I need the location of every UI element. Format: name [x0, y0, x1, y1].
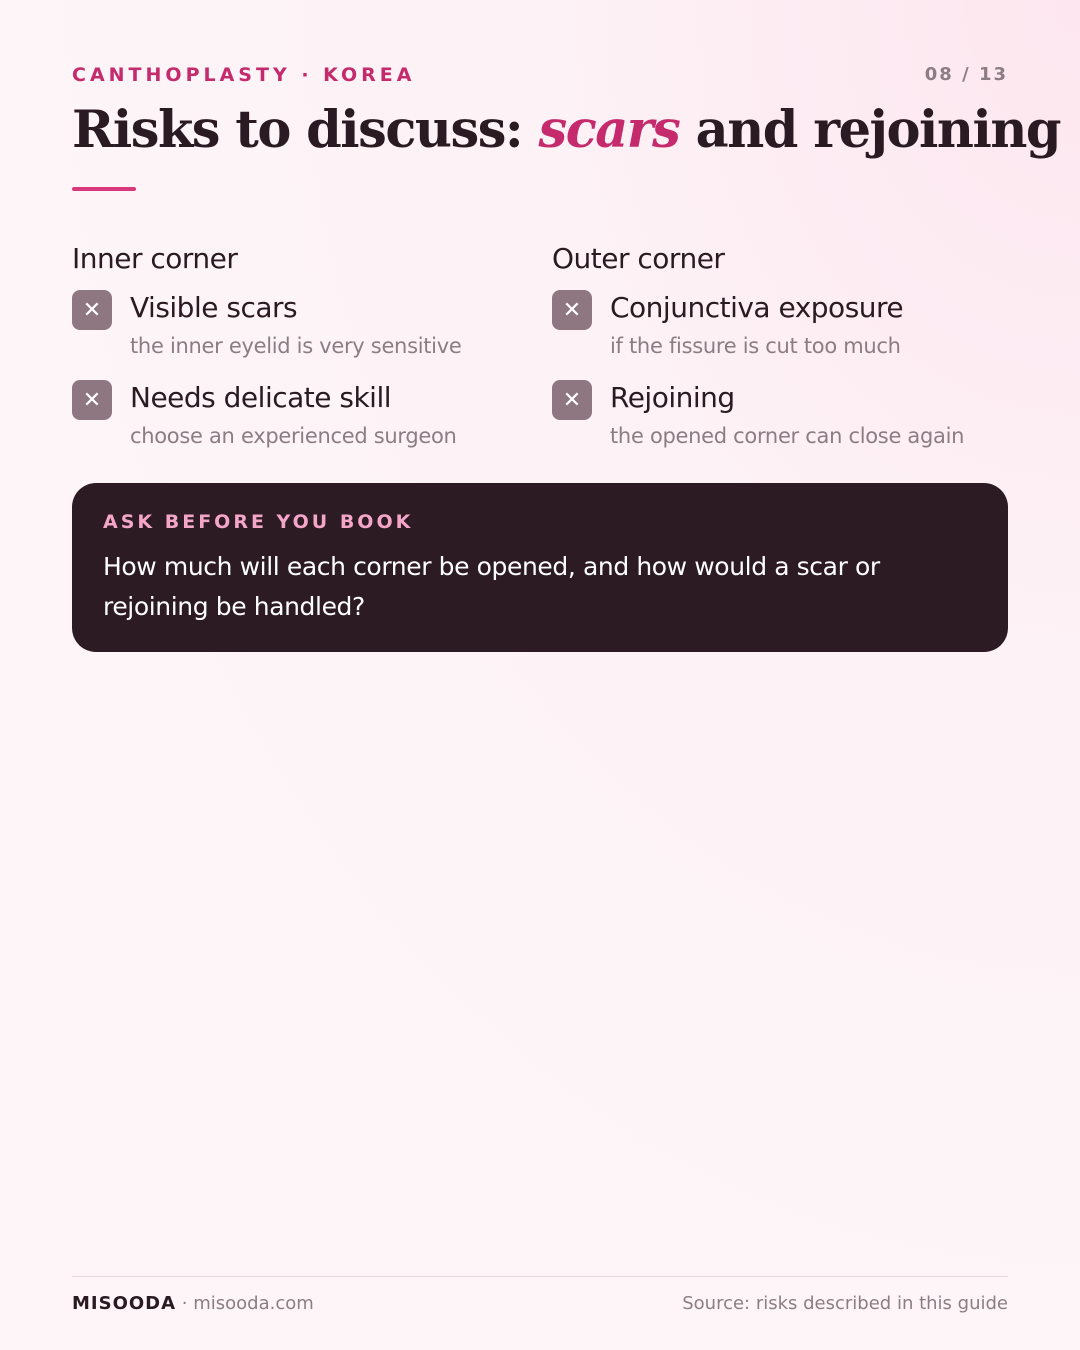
risk-description: choose an experienced surgeon	[130, 424, 457, 448]
risk-description: if the fissure is cut too much	[610, 334, 901, 358]
column-heading: Outer corner	[552, 242, 725, 275]
risk-label: Rejoining	[610, 381, 735, 414]
page-title	[72, 100, 1060, 161]
risk-item	[552, 288, 1008, 364]
title-tail: and rejoining	[679, 100, 1061, 160]
x-icon: ✕	[552, 290, 592, 330]
title-emphasis: scars	[538, 100, 680, 160]
ask-before-you-book-panel	[72, 483, 1008, 652]
page-counter: 08 / 13	[924, 64, 1008, 85]
risk-label: Conjunctiva exposure	[610, 291, 904, 324]
x-icon: ✕	[72, 380, 112, 420]
risk-label: Visible scars	[130, 291, 298, 324]
risk-label: Needs delicate skill	[130, 381, 392, 414]
title-lead: Risks to discuss:	[72, 100, 539, 160]
x-icon: ✕	[72, 290, 112, 330]
column-heading: Inner corner	[72, 242, 238, 275]
brand-separator: ·	[176, 1293, 194, 1314]
brand-name: MISOODA	[72, 1293, 177, 1314]
site-link[interactable]: misooda.com	[193, 1293, 314, 1314]
risk-item	[72, 378, 528, 454]
outer-corner-column	[552, 240, 1008, 454]
accent-divider	[72, 187, 136, 191]
panel-heading: ASK BEFORE YOU BOOK	[103, 511, 414, 533]
panel-question: How much will each corner be opened, and how would a scar or rejoining be handled?	[103, 552, 880, 621]
eyebrow-label: CANTHOPLASTY · KOREA	[72, 64, 416, 86]
footer-divider	[72, 1276, 1008, 1277]
footer-brand	[72, 1293, 314, 1314]
x-icon: ✕	[552, 380, 592, 420]
inner-corner-column	[72, 240, 528, 454]
risk-description: the inner eyelid is very sensitive	[130, 334, 462, 358]
risk-item	[72, 288, 528, 364]
risk-item	[552, 378, 1008, 454]
source-note: Source: risks described in this guide	[682, 1293, 1008, 1314]
risk-description: the opened corner can close again	[610, 424, 965, 448]
